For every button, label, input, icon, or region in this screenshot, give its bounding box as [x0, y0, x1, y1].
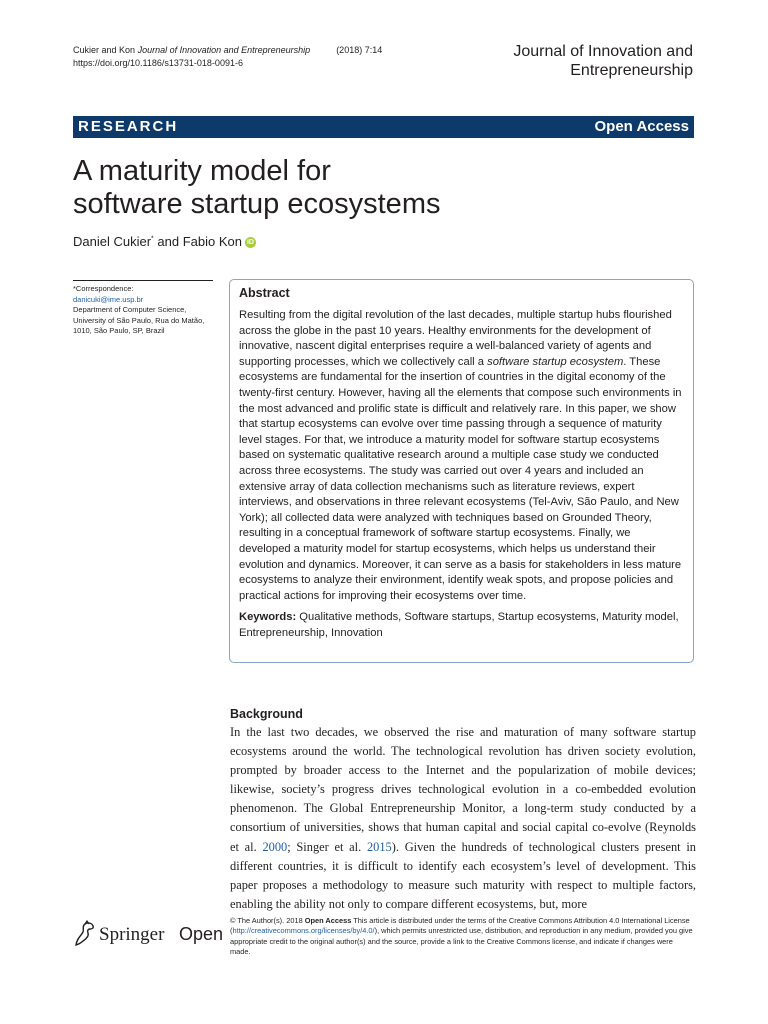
publisher-logo — [73, 920, 224, 950]
author-1[interactable]: Daniel Cukier — [73, 234, 152, 249]
title-line-1: A maturity model for — [73, 155, 331, 187]
page-title — [73, 155, 693, 221]
publisher-name: Springer — [99, 924, 165, 945]
license-text-b: ), which permits unrestricted use, distribution, and reproduction in any medium, provided you give appropriate credit to the original author(s) and the source, provide a link to the Creative Commons license, and indicate if changes were made. — [230, 926, 693, 956]
abstract-box — [229, 279, 694, 663]
citation-link-reynolds[interactable]: 2000 — [262, 839, 288, 854]
citation-link-singer[interactable]: 2015 — [366, 839, 392, 854]
citation-header — [73, 44, 382, 70]
corresponding-mark: * — [151, 235, 154, 243]
open-access-label: Open Access — [594, 118, 689, 135]
citation-authors: Cukier and Kon — [73, 45, 136, 55]
license-text-a: This article is distributed under the terms of the Creative Commons Attribution 4.0 International License ( — [230, 916, 690, 936]
license-footer — [230, 916, 695, 957]
abstract-text-b: . These ecosystems are fundamental for the insertion of countries in the digital economy of the twenty-first century. However, having all the elements that compose such environments in the most advanced and prolific state is difficult and relatively rare. In this paper, we show that startup ecosystems can evolve over time passing through a sequence of maturity level stages. For that, we introduce a maturity model for software startup ecosystems based on systematic qualitative research around a multiple case study we conducted across three ecosystems. The study was carried out over 4 years and included an extensive array of data collection mechanisms such as literature reviews, expert interviews, and observations in three relevant ecosystems (Tel-Aviv, São Paulo, and New York); all collected data were analyzed with techniques based on Grounded Theory, resulting in a conceptual framework of software startup ecosystems. Finally, we developed a maturity model for startup ecosystems, which helps us understand their evolution and dynamics. Moreover, it can serve as a basis for stakeholders in less mature ecosystems to analyze their environment, identify weak spots, and propose policies and practical actions for improving their ecosystems over time. — [239, 355, 682, 602]
orcid-icon[interactable]: iD — [246, 239, 254, 247]
author-list — [73, 234, 256, 249]
abstract-text-a: Resulting from the digital revolution of the last decades, multiple startup hubs flourished across the globe in the past 10 years. Healthy environments for the development of innovative, nascent digital enterprises require a well-balanced variety of agents and supporting processes, which we collectively call a — [239, 309, 672, 368]
journal-name-line2: Entrepreneurship — [570, 62, 693, 79]
background-text-b: ; Singer et al. — [287, 839, 367, 854]
correspondence-email[interactable]: danicuki@ime.usp.br — [73, 294, 144, 304]
journal-name — [393, 42, 693, 80]
correspondence-affiliation: Department of Computer Science, University of São Paulo, Rua do Matão, 1010, São Paulo, SP, Brazil — [73, 305, 205, 335]
background-text-c: ). Given the hundreds of technological clusters present in different countries, it is difficult to identify each ecosystem’s level of development. This paper proposes a methodology to measure such maturity with respect to multiple factors, enabling the ability not only to compare different ecosystems, but, more — [230, 839, 696, 911]
keywords — [239, 610, 685, 641]
author-conjunction: and — [153, 234, 183, 249]
background-text-a: In the last two decades, we observed the rise and maturation of many software startup ecosystems around the world. The technological revolution has driven society evolution, prompted by broader access to the Internet and the popularization of mobile devices; likewise, society’s progress drives technological evolution in a co-embedded evolution phenomenon. The Global Entrepreneurship Monitor, a long-term study conducted by a consortium of universities, shows that human capital and social capital co-evolve (Reynolds et al. — [230, 725, 696, 854]
springer-horse-icon — [73, 920, 97, 948]
correspondence-note — [73, 280, 213, 337]
license-prefix: © The Author(s). 2018 — [230, 916, 305, 925]
article-type-banner — [73, 116, 694, 138]
article-type-label: RESEARCH — [78, 118, 179, 135]
license-link[interactable]: http://creativecommons.org/licenses/by/4.0/ — [232, 926, 375, 936]
section-heading-background: Background — [230, 707, 303, 721]
abstract-heading: Abstract — [239, 286, 290, 300]
citation-year: (2018) 7:14 — [336, 45, 383, 55]
doi-link[interactable]: https://doi.org/10.1186/s13731-018-0091-6 — [73, 58, 243, 68]
author-2[interactable]: Fabio Kon — [182, 234, 242, 249]
license-open-access: Open Access — [304, 916, 352, 925]
title-line-2: software startup ecosystems — [73, 188, 441, 220]
abstract-text — [239, 308, 685, 604]
citation-journal: Journal of Innovation and Entrepreneurship — [137, 45, 311, 55]
correspondence-label: *Correspondence: — [73, 284, 134, 293]
abstract-text-italic: software startup ecosystem — [487, 355, 624, 368]
publisher-suffix: Open — [179, 924, 224, 944]
journal-name-line1: Journal of Innovation and — [513, 43, 693, 60]
keywords-list: Qualitative methods, Software startups, Startup ecosystems, Maturity model, Entrepreneurship, Innovation — [239, 611, 682, 639]
keywords-label: Keywords: — [239, 611, 297, 624]
background-paragraph — [230, 723, 696, 914]
